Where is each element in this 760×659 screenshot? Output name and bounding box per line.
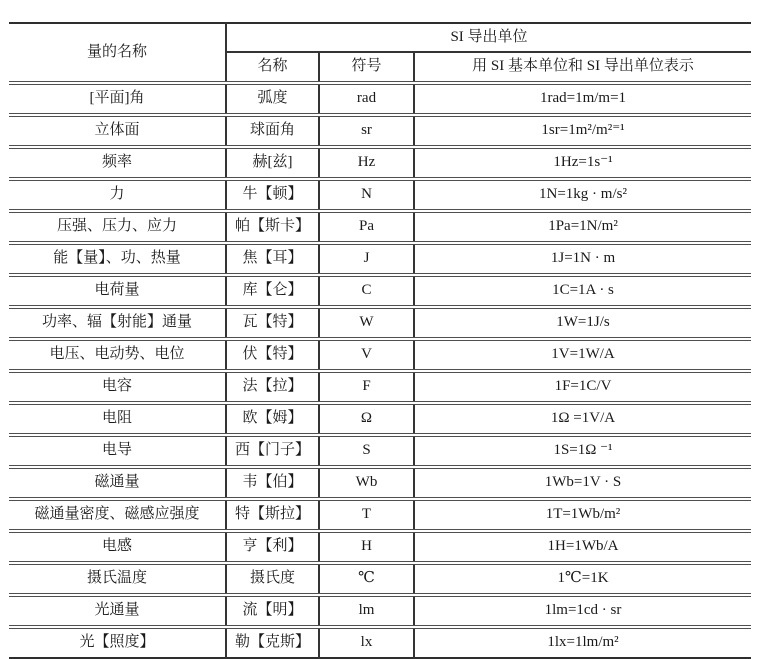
- header-expression: 用 SI 基本单位和 SI 导出单位表示: [414, 52, 751, 83]
- cell-quantity: 摄氏温度: [9, 563, 226, 595]
- cell-symbol: ℃: [319, 563, 414, 595]
- cell-unit-name: 库【仑】: [226, 275, 319, 307]
- table-row: [9, 627, 751, 658]
- cell-unit-name: 法【拉】: [226, 371, 319, 403]
- cell-symbol: V: [319, 339, 414, 371]
- cell-quantity: 电压、电动势、电位: [9, 339, 226, 371]
- table-row: [9, 403, 751, 435]
- header-symbol: 符号: [319, 52, 414, 83]
- cell-expression: 1Hz=1s⁻¹: [414, 147, 751, 179]
- cell-quantity: 电感: [9, 531, 226, 563]
- table-row: [9, 179, 751, 211]
- cell-quantity: 力: [9, 179, 226, 211]
- cell-unit-name: 焦【耳】: [226, 243, 319, 275]
- cell-expression: 1lx=1lm/m²: [414, 627, 751, 658]
- cell-unit-name: 摄氏度: [226, 563, 319, 595]
- cell-expression: 1F=1C/V: [414, 371, 751, 403]
- table-row: [9, 467, 751, 499]
- cell-quantity: 能【量】、功、热量: [9, 243, 226, 275]
- cell-quantity: 磁通量: [9, 467, 226, 499]
- cell-symbol: W: [319, 307, 414, 339]
- table-row: [9, 531, 751, 563]
- cell-quantity: [平面]角: [9, 83, 226, 115]
- cell-quantity: 光通量: [9, 595, 226, 627]
- cell-expression: 1W=1J/s: [414, 307, 751, 339]
- cell-unit-name: 勒【克斯】: [226, 627, 319, 658]
- cell-symbol: Pa: [319, 211, 414, 243]
- cell-symbol: sr: [319, 115, 414, 147]
- cell-symbol: H: [319, 531, 414, 563]
- cell-unit-name: 瓦【特】: [226, 307, 319, 339]
- cell-expression: 1T=1Wb/m²: [414, 499, 751, 531]
- cell-unit-name: 弧度: [226, 83, 319, 115]
- cell-expression: 1V=1W/A: [414, 339, 751, 371]
- cell-unit-name: 球面角: [226, 115, 319, 147]
- table-row: [9, 275, 751, 307]
- table-body: [9, 83, 751, 658]
- cell-expression: 1Pa=1N/m²: [414, 211, 751, 243]
- cell-expression: 1sr=1m²/m²⁼¹: [414, 115, 751, 147]
- cell-symbol: Hz: [319, 147, 414, 179]
- cell-quantity: 压强、压力、应力: [9, 211, 226, 243]
- cell-expression: 1N=1kg · m/s²: [414, 179, 751, 211]
- header-quantity-name: 量的名称: [9, 23, 226, 83]
- table-row: [9, 115, 751, 147]
- cell-symbol: lm: [319, 595, 414, 627]
- cell-symbol: T: [319, 499, 414, 531]
- cell-quantity: 电容: [9, 371, 226, 403]
- cell-quantity: 频率: [9, 147, 226, 179]
- cell-expression: 1C=1A · s: [414, 275, 751, 307]
- cell-quantity: 功率、辐【射能】通量: [9, 307, 226, 339]
- header-row-top: [9, 23, 751, 52]
- table-row: [9, 147, 751, 179]
- table-row: [9, 371, 751, 403]
- cell-unit-name: 特【斯拉】: [226, 499, 319, 531]
- cell-symbol: J: [319, 243, 414, 275]
- table-row: [9, 243, 751, 275]
- table-row: [9, 211, 751, 243]
- cell-symbol: Wb: [319, 467, 414, 499]
- cell-symbol: Ω: [319, 403, 414, 435]
- cell-expression: 1S=1Ω ⁻¹: [414, 435, 751, 467]
- cell-unit-name: 欧【姆】: [226, 403, 319, 435]
- cell-unit-name: 亨【利】: [226, 531, 319, 563]
- header-unit-name: 名称: [226, 52, 319, 83]
- cell-unit-name: 韦【伯】: [226, 467, 319, 499]
- cell-unit-name: 西【门子】: [226, 435, 319, 467]
- cell-quantity: 光【照度】: [9, 627, 226, 658]
- cell-symbol: C: [319, 275, 414, 307]
- cell-quantity: 电荷量: [9, 275, 226, 307]
- cell-quantity: 电阻: [9, 403, 226, 435]
- cell-expression: 1J=1N · m: [414, 243, 751, 275]
- table-row: [9, 307, 751, 339]
- cell-expression: 1Ω =1V/A: [414, 403, 751, 435]
- cell-symbol: S: [319, 435, 414, 467]
- table-row: [9, 83, 751, 115]
- cell-symbol: lx: [319, 627, 414, 658]
- cell-expression: 1H=1Wb/A: [414, 531, 751, 563]
- table-row: [9, 499, 751, 531]
- cell-expression: 1rad=1m/m=1: [414, 83, 751, 115]
- table-row: [9, 435, 751, 467]
- table-row: [9, 563, 751, 595]
- cell-unit-name: 牛【顿】: [226, 179, 319, 211]
- table-header: [9, 23, 751, 83]
- table-row: [9, 339, 751, 371]
- cell-quantity: 电导: [9, 435, 226, 467]
- cell-unit-name: 帕【斯卡】: [226, 211, 319, 243]
- cell-unit-name: 赫[兹]: [226, 147, 319, 179]
- cell-unit-name: 伏【特】: [226, 339, 319, 371]
- table-row: [9, 595, 751, 627]
- header-si-derived-units: SI 导出单位: [226, 23, 751, 52]
- cell-symbol: rad: [319, 83, 414, 115]
- cell-unit-name: 流【明】: [226, 595, 319, 627]
- cell-quantity: 立体面: [9, 115, 226, 147]
- cell-symbol: F: [319, 371, 414, 403]
- si-derived-units-table: [9, 22, 751, 659]
- cell-expression: 1Wb=1V · S: [414, 467, 751, 499]
- cell-expression: 1℃=1K: [414, 563, 751, 595]
- cell-expression: 1lm=1cd · sr: [414, 595, 751, 627]
- cell-symbol: N: [319, 179, 414, 211]
- cell-quantity: 磁通量密度、磁感应强度: [9, 499, 226, 531]
